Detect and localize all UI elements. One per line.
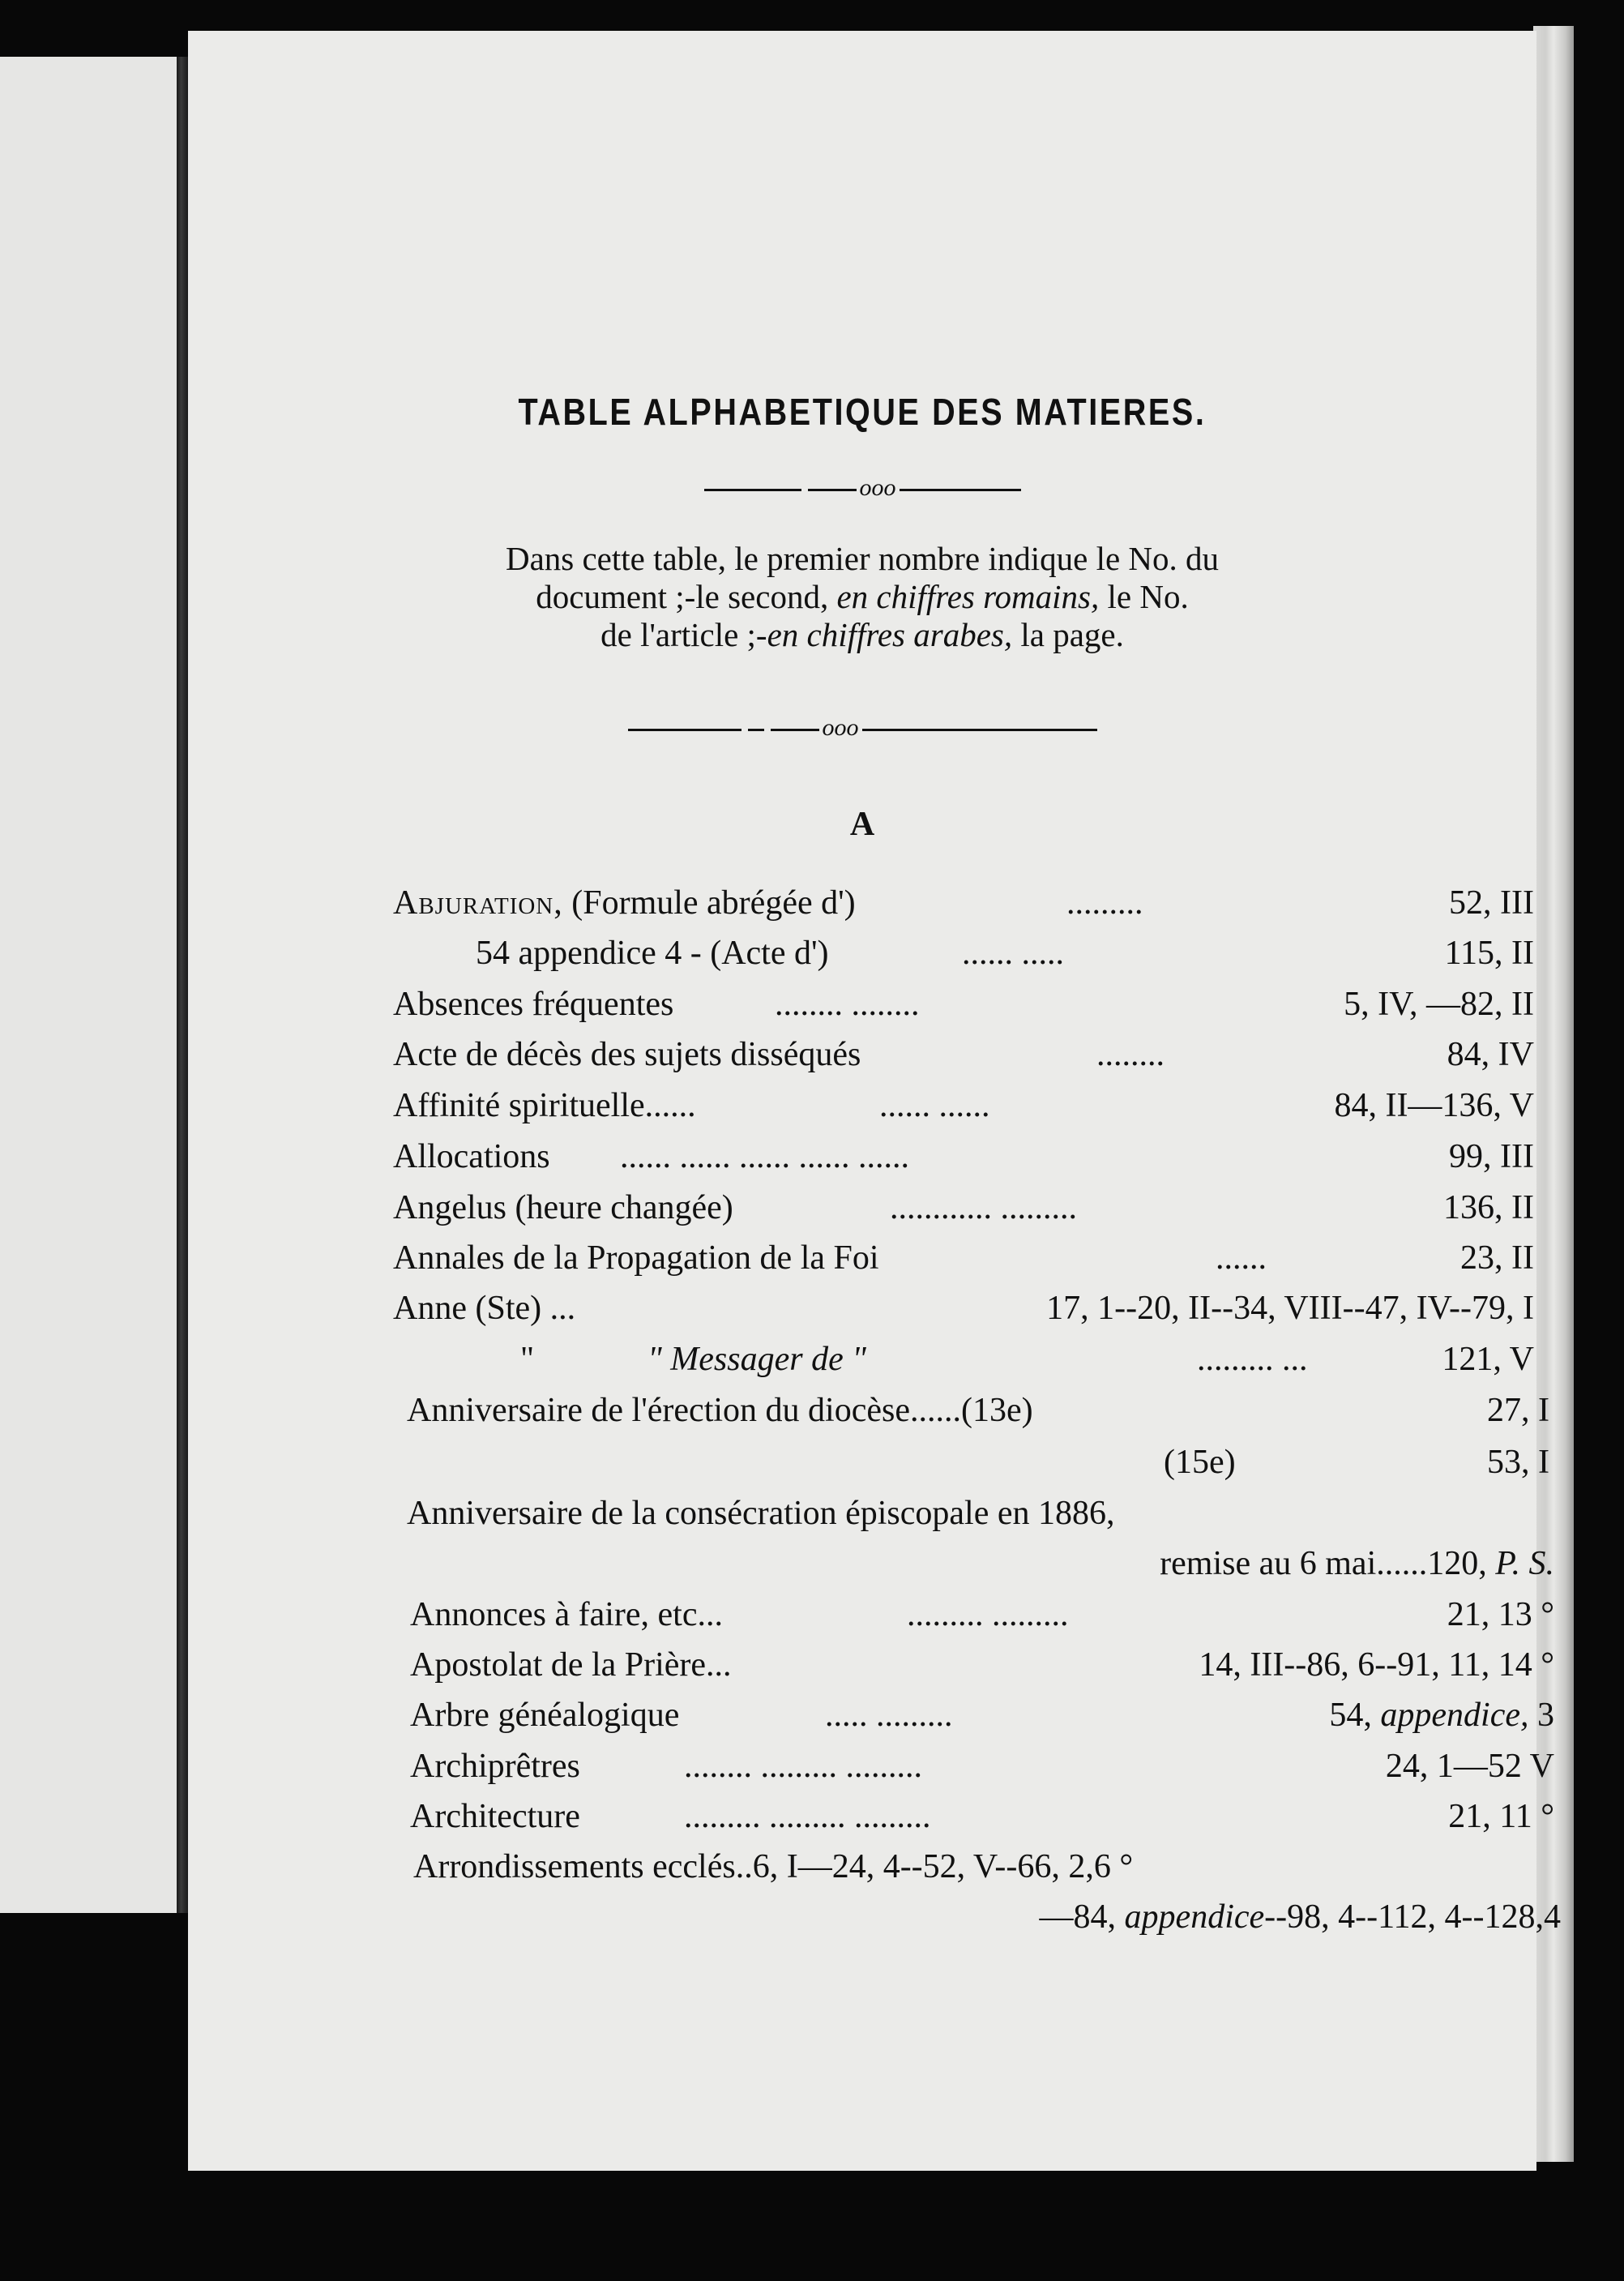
entry-label-text: --98, 4--112, 4--128,4 <box>1264 1898 1561 1936</box>
book-gutter <box>177 57 188 1913</box>
separator-rule <box>704 489 801 491</box>
entry-label: Archiprêtres <box>410 1748 580 1785</box>
entry-label <box>1040 1898 1561 1936</box>
entry-reference: 5, IV, —82, II <box>1344 986 1534 1023</box>
entry-label-text: —84, <box>1039 1898 1117 1936</box>
page-title: TABLE ALPHABETIQUE DES MATIERES. <box>518 391 1207 433</box>
entry-reference: 17, 1--20, II--34, VIII--47, IV--79, I <box>1046 1290 1534 1327</box>
entry-label <box>520 1340 866 1379</box>
separator-rule <box>808 489 857 491</box>
separator-rule <box>900 489 1021 491</box>
entry-label-text: remise au 6 mai......120, <box>1160 1545 1487 1582</box>
dot-leader: ......... ......... ......... <box>684 1798 931 1835</box>
intro-text: la page. <box>1020 616 1124 653</box>
entry-label: (15e) <box>1164 1444 1236 1481</box>
dot-leader: ...... ...... <box>879 1087 990 1124</box>
entry-label-text: appendice <box>1124 1898 1265 1936</box>
separator-top <box>188 474 1536 502</box>
entry-label: Allocations <box>393 1138 550 1175</box>
page-stack-edge <box>1533 26 1574 2162</box>
entry-label: Architecture <box>410 1798 580 1835</box>
entry-label: Arrondissements ecclés..6, I—24, 4--52, V--66, 2,6 ° <box>413 1848 1134 1885</box>
ditto-mark: " <box>520 1341 535 1378</box>
entry-reference: 99, III <box>1449 1138 1534 1175</box>
entry-reference-text: appendice, <box>1380 1697 1529 1734</box>
entry-label <box>1160 1544 1554 1583</box>
entry-reference: 84, IV <box>1447 1036 1534 1073</box>
entry-label-text: (Formule abrégée d') <box>571 884 856 922</box>
entry-label-text: " Messager de " <box>647 1341 866 1378</box>
entry-reference: 23, II <box>1460 1239 1534 1277</box>
intro-line-2 <box>188 578 1536 616</box>
entry-label: Anne (Ste) ... <box>393 1290 576 1327</box>
dot-leader: ........ <box>1096 1036 1165 1073</box>
entry-label: Anniversaire de l'érection du diocèse......(13e) <box>407 1392 1033 1429</box>
entry-reference: 136, II <box>1443 1189 1534 1226</box>
dot-leader: ........ ......... ......... <box>684 1748 922 1785</box>
separator-rule <box>748 729 764 731</box>
entry-label: Angelus (heure changée) <box>393 1189 733 1226</box>
dot-leader: ......... ... <box>1197 1341 1308 1378</box>
dot-leader: ..... ......... <box>825 1697 953 1734</box>
separator-bottom <box>188 714 1536 742</box>
dot-leader: ............ ......... <box>890 1189 1077 1226</box>
entry-reference: 27, I <box>1487 1392 1549 1429</box>
intro-text: de l'article ;- <box>600 616 767 653</box>
entry-label <box>393 884 856 922</box>
dot-leader: ...... ...... ...... ...... ...... <box>620 1138 909 1175</box>
entry-label: Annales de la Propagation de la Foi <box>393 1239 879 1277</box>
separator-rule <box>628 729 741 731</box>
dot-leader: ......... ......... <box>907 1596 1069 1633</box>
entry-label: 54 appendice 4 - (Acte d') <box>476 935 829 972</box>
entry-reference: 24, 1—52 V <box>1385 1748 1554 1785</box>
entry-reference: 14, III--86, 6--91, 11, 14 ° <box>1199 1646 1554 1684</box>
left-page-edge <box>0 57 177 1913</box>
entry-reference-text: 3 <box>1537 1697 1554 1734</box>
intro-italic: en chiffres arabes, <box>767 616 1013 653</box>
separator-ornament: ooo <box>822 714 859 741</box>
entry-label: Arbre généalogique <box>410 1697 680 1734</box>
document-page <box>188 31 1561 2171</box>
entry-label: Anniversaire de la consécration épiscopale en 1886, <box>407 1495 1115 1532</box>
entry-label: Annonces à faire, etc... <box>410 1596 723 1633</box>
separator-ornament: ooo <box>859 474 896 501</box>
dot-leader: ........ ........ <box>775 986 920 1023</box>
entry-label: Apostolat de la Prière... <box>410 1646 732 1684</box>
entry-reference-text: 54, <box>1329 1697 1372 1734</box>
entry-reference: 53, I <box>1487 1444 1549 1481</box>
entry-reference: 52, III <box>1449 884 1534 922</box>
entry-label: Acte de décès des sujets disséqués <box>393 1036 861 1073</box>
entry-reference: 84, II—136, V <box>1334 1087 1534 1124</box>
intro-line-3 <box>188 616 1536 654</box>
intro-text: document ;-le second, <box>536 578 829 615</box>
entry-label-text: P. S. <box>1495 1545 1554 1582</box>
dot-leader: ...... ..... <box>962 935 1064 972</box>
intro-italic: en chiffres romains, <box>836 578 1100 615</box>
entry-reference: 115, II <box>1444 935 1534 972</box>
entry-heading: Abjuration, <box>393 884 563 922</box>
entry-reference <box>1329 1696 1554 1735</box>
separator-rule <box>862 729 1097 731</box>
entry-reference: 121, V <box>1442 1341 1534 1378</box>
intro-text: le No. <box>1107 578 1189 615</box>
dot-leader: ......... <box>1066 884 1143 922</box>
entry-reference: 21, 13 ° <box>1447 1596 1554 1633</box>
entry-reference: 21, 11 ° <box>1448 1798 1554 1835</box>
separator-rule <box>771 729 819 731</box>
entry-label: Affinité spirituelle...... <box>393 1087 696 1124</box>
section-letter: A <box>849 806 875 843</box>
dot-leader: ...... <box>1216 1239 1267 1277</box>
intro-line-1: Dans cette table, le premier nombre indique le No. du <box>505 540 1220 577</box>
entry-label: Absences fréquentes <box>393 986 674 1023</box>
